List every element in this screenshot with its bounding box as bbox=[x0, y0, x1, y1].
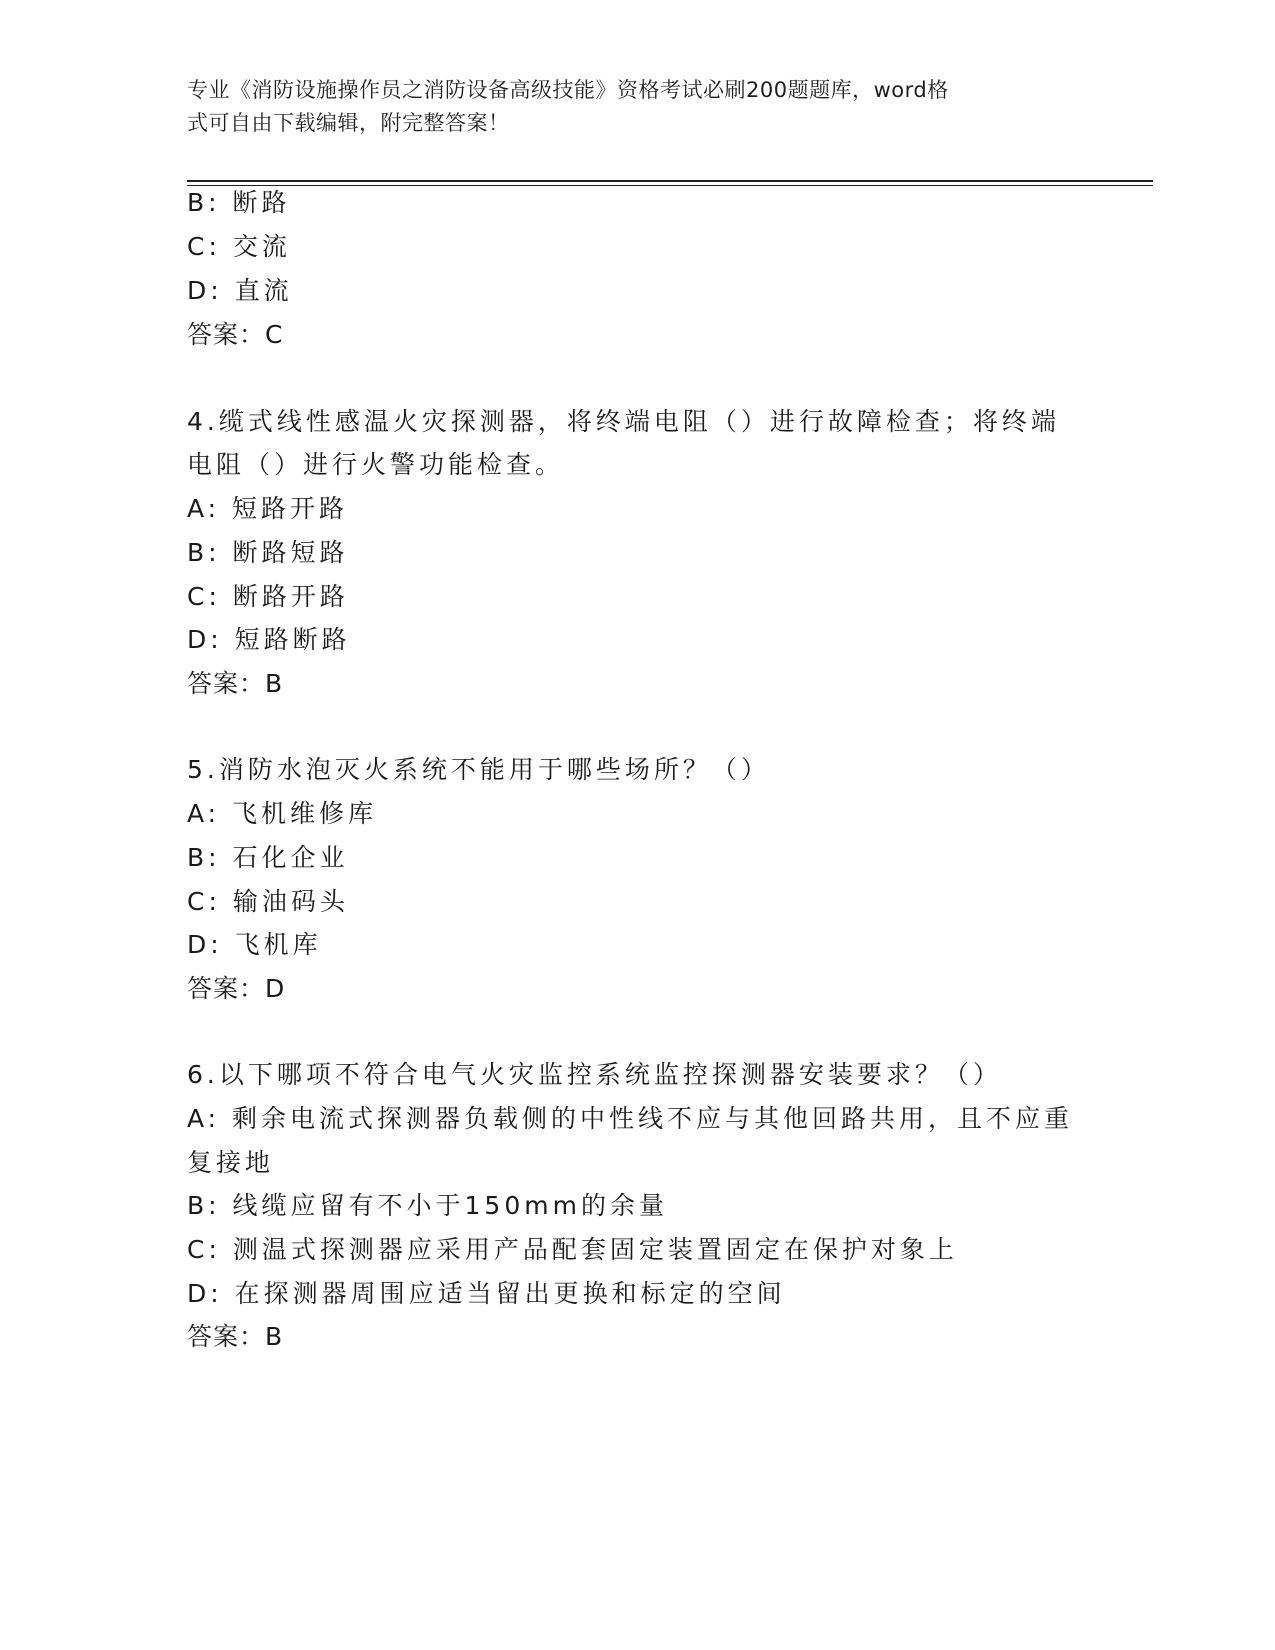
q6-option-d: D: 在探测器周围应适当留出更换和标定的空间 bbox=[187, 1279, 786, 1308]
q3-option-c: C: 交流 bbox=[187, 232, 291, 261]
header-title-line-1: 专业《消防设施操作员之消防设备高级技能》资格考试必刷200题题库，word格 bbox=[187, 78, 949, 102]
q4-option-d: D: 短路断路 bbox=[187, 625, 351, 654]
q6-option-b: B: 线缆应留有不小于150mm的余量 bbox=[187, 1191, 668, 1220]
q4-answer: 答案：B bbox=[187, 669, 284, 698]
q3-option-d: D: 直流 bbox=[187, 276, 293, 305]
q6-option-a-line-1: A: 剩余电流式探测器负载侧的中性线不应与其他回路共用，且不应重 bbox=[187, 1104, 1074, 1133]
q5-option-b: B: 石化企业 bbox=[187, 843, 349, 872]
q4-stem-line-1: 4.缆式线性感温火灾探测器，将终端电阻（）进行故障检查；将终端 bbox=[187, 407, 1060, 436]
header-rule-thick bbox=[187, 180, 1153, 182]
q4-stem-line-2: 电阻（）进行火警功能检查。 bbox=[187, 450, 565, 479]
q3-answer: 答案：C bbox=[187, 320, 284, 349]
q6-option-a-line-2: 复接地 bbox=[187, 1148, 275, 1177]
document-header bbox=[187, 74, 1067, 140]
q5-option-d: D: 飞机库 bbox=[187, 930, 322, 959]
q3-option-b: B: 断路 bbox=[187, 188, 291, 217]
header-title-line-2: 式可自由下载编辑，附完整答案！ bbox=[187, 111, 510, 135]
q4-option-a: A: 短路开路 bbox=[187, 494, 349, 523]
header-rule-thin bbox=[187, 185, 1153, 186]
q5-answer: 答案：D bbox=[187, 974, 286, 1003]
q5-option-a: A: 飞机维修库 bbox=[187, 799, 378, 828]
q5-option-c: C: 输油码头 bbox=[187, 887, 349, 916]
q4-option-b: B: 断路短路 bbox=[187, 538, 349, 567]
q6-option-c: C: 测温式探测器应采用产品配套固定装置固定在保护对象上 bbox=[187, 1235, 958, 1264]
q6-answer: 答案：B bbox=[187, 1322, 284, 1351]
q5-stem: 5.消防水泡灭火系统不能用于哪些场所？（） bbox=[187, 755, 770, 784]
q6-stem: 6.以下哪项不符合电气火灾监控系统监控探测器安装要求？（） bbox=[187, 1060, 1002, 1089]
q4-option-c: C: 断路开路 bbox=[187, 582, 349, 611]
